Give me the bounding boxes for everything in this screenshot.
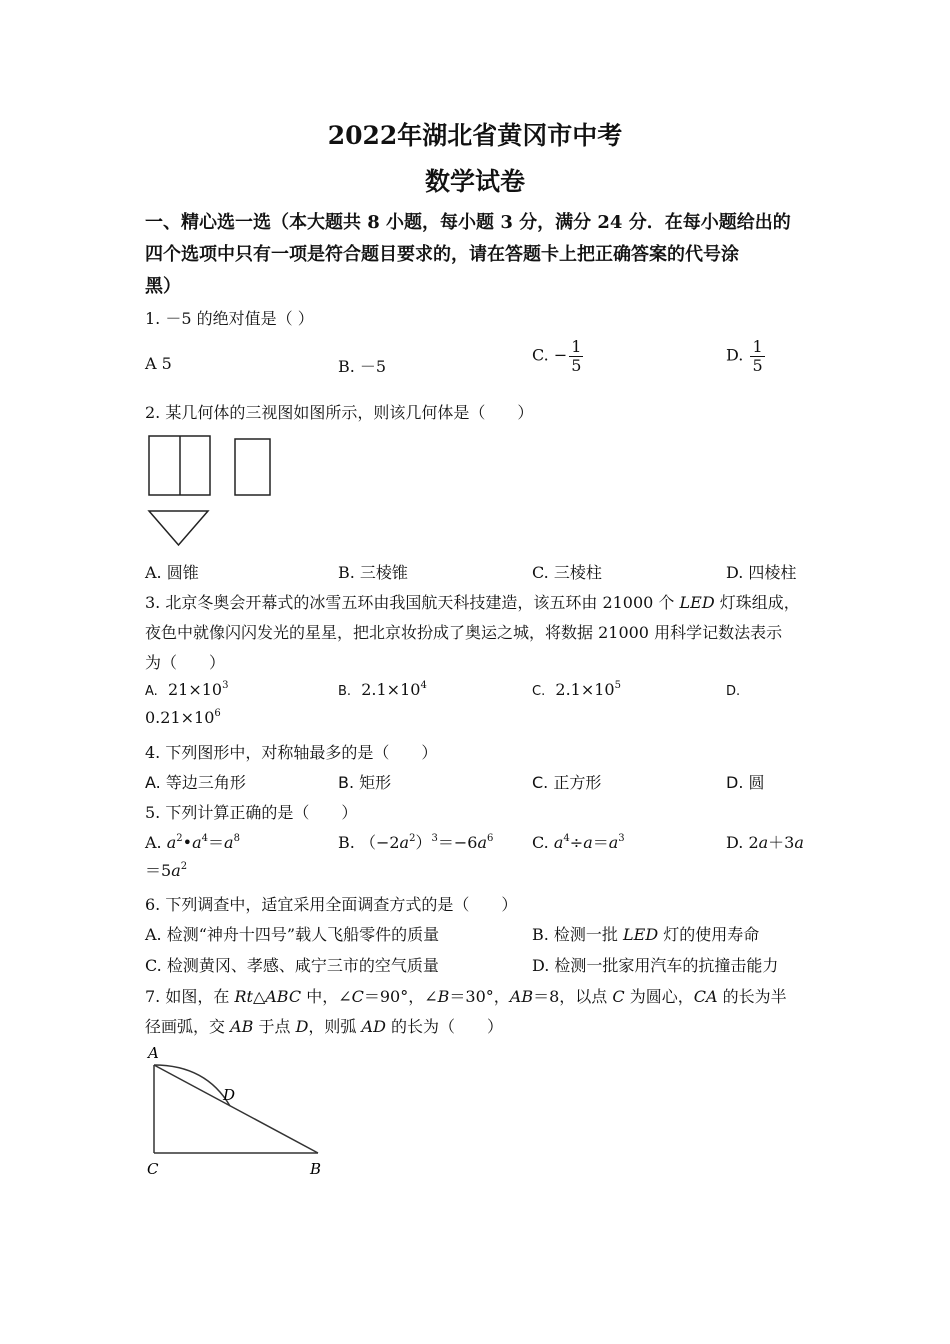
option-exponent: 5 [614,680,621,691]
q1-option-a: A 5 [145,354,172,373]
text: 7. 如图，在 [145,987,235,1006]
q1-option-d-prefix: D. [726,345,744,365]
q2-stem: 2. 某几何体的三视图如图所示，则该几何体是（ ） [145,403,534,422]
var: C [351,987,364,1006]
exponent: 2 [180,861,188,872]
fraction-denominator: 5 [571,355,582,375]
expr: 2 [748,833,759,852]
q6-option-a: A. 检测“神舟十四号”载人飞船零件的质量 [145,925,440,944]
q3-option-d-value [145,708,221,727]
option-label: A. [145,684,158,699]
label-c: C [147,1160,159,1178]
var-a: a [166,833,177,852]
q2-option-a: A. 圆锥 [145,563,199,582]
var: CA [693,987,718,1006]
var: AD [361,1017,386,1036]
var-a: a [192,833,202,852]
text: 中，∠ [301,987,352,1006]
q1-option-d-fraction [750,338,764,374]
exponent: 4 [201,833,209,844]
q7-stem-line2 [145,1014,503,1037]
q3-option-a [145,680,228,699]
var: ABC [265,987,302,1006]
q3-option-d-label [726,680,740,699]
top-view-triangle [149,511,208,545]
option-label: C. [532,833,549,852]
q3-text: 3. 北京冬奥会开幕式的冰雪五环由我国航天科技建造，该五环由 21000 个 [145,593,680,612]
q2-option-d: D. 四棱柱 [726,563,797,582]
triangle-figure [140,1040,340,1185]
q1-option-c [532,338,583,374]
option-base: 0.21×10 [145,708,215,727]
option-label: B. [338,684,352,699]
q3-led: LED [679,593,715,612]
expr: ＋3 [768,833,795,852]
var-a: a [583,833,593,852]
text: 灯的使用寿命 [658,925,760,944]
q1-option-d [726,338,765,374]
fraction-numerator: 1 [571,337,582,356]
option-exponent: 6 [214,708,221,719]
expr: ＝−6 [437,833,478,852]
text: 为圆心， [624,987,694,1006]
eq-op: ＝ [208,833,225,852]
text: ＝8，以点 [533,987,613,1006]
section-header-line2: 四个选项中只有一项是符合题目要求的，请在答题卡上把正确答案的代号涂 [145,244,739,265]
page-title: 2022年湖北省黄冈市中考 [327,121,623,150]
exponent: 2 [409,833,416,844]
var-a: a [171,861,181,880]
var-a: a [608,833,619,852]
text: △ [252,987,266,1006]
side-ab [154,1065,318,1153]
text: ，则弧 [308,1017,362,1036]
fraction-numerator: 1 [752,337,763,356]
option-label: B. [338,833,355,852]
var: Rt [234,987,253,1006]
section-header-line3: 黑） [145,276,181,297]
option-base: 21×10 [167,680,223,699]
var: B [437,987,450,1006]
q2-option-b: B. 三棱锥 [338,563,408,582]
exponent: 3 [431,833,438,844]
text: 的长为半 [717,987,787,1006]
exponent: 8 [233,833,240,844]
expr: ＝5 [145,861,172,880]
option-label: D. [726,833,744,852]
option-base: 2.1×10 [555,680,615,699]
exponent: 3 [618,833,625,844]
expr: （−2 [359,833,400,852]
q2-option-c: C. 三棱柱 [532,563,602,582]
q6-option-c: C. 检测黄冈、孝感、咸宁三市的空气质量 [145,956,439,975]
q5-option-b [338,830,493,853]
q5-option-a [145,830,240,853]
eq-op: ＝ [592,833,609,852]
var-a: a [794,833,804,852]
option-label: A. [145,833,162,852]
q4-option-c: C. 正方形 [532,773,602,792]
q3-option-c [532,680,621,699]
option-exponent: 3 [222,680,229,691]
var: C [612,987,625,1006]
text: 的长为（ ） [385,1017,503,1036]
q6-option-d: D. 检测一批家用汽车的抗撞击能力 [532,956,779,975]
var-a: a [553,833,564,852]
q1-option-c-prefix: C. − [532,345,568,365]
q4-option-a: A. 等边三角形 [145,773,246,792]
q4-option-b: B. 矩形 [338,773,392,792]
label-a: A [148,1044,159,1062]
exponent: 6 [486,833,494,844]
var: D [295,1017,309,1036]
expr: ） [415,833,432,852]
q3-text: 灯珠组成， [714,593,800,612]
side-view [235,439,270,495]
text: 于点 [253,1017,296,1036]
q5-option-c [532,830,625,853]
exponent: 4 [563,833,570,844]
q4-stem: 4. 下列图形中，对称轴最多的是（ ） [145,743,438,762]
var-a: a [224,833,234,852]
div-op: ÷ [569,833,584,852]
fraction-denominator: 5 [752,355,763,375]
var: AB [230,1017,254,1036]
label-b: B [310,1160,322,1178]
q3-option-b [338,680,427,699]
q5-option-d-cont [145,858,187,881]
label-d: D [223,1086,236,1104]
q3-stem-line1 [145,590,800,613]
q1-stem: 1. －5 的绝对值是（ ） [145,309,314,328]
q6-option-b [532,922,759,945]
q4-option-d: D. 圆 [726,773,765,792]
q7-stem-line1 [145,984,787,1007]
exponent: 2 [176,833,183,844]
three-view-figure [140,430,280,550]
page-subtitle: 数学试卷 [424,167,525,196]
q5-stem: 5. 下列计算正确的是（ ） [145,803,358,822]
var-a: a [758,833,769,852]
option-base: 2.1×10 [361,680,421,699]
q1-option-b: B. －5 [338,357,387,376]
option-label: D. [726,684,741,699]
dot-op: • [182,833,193,852]
section-header-line1: 一、精心选一选（本大题共 8 小题，每小题 3 分，满分 24 分．在每小题给出的 [145,212,791,233]
var-a: a [399,833,410,852]
option-label: C. [532,684,546,699]
var-a: a [477,833,487,852]
text: ＝30°， [449,987,510,1006]
q5-option-d [726,830,804,853]
text: ＝90°，∠ [363,987,438,1006]
q6-stem: 6. 下列调查中，适宜采用全面调查方式的是（ ） [145,895,518,914]
text: B. 检测一批 [532,925,624,944]
option-exponent: 4 [420,680,427,691]
q3-stem-line3: 为（ ） [145,653,226,672]
led: LED [623,925,659,944]
var: AB [509,987,534,1006]
q3-stem-line2: 夜色中就像闪闪发光的星星，把北京妆扮成了奥运之城，将数据 21000 用科学记数法表示 [145,623,783,642]
q1-option-c-fraction [569,338,583,374]
text: 径画弧，交 [145,1017,231,1036]
